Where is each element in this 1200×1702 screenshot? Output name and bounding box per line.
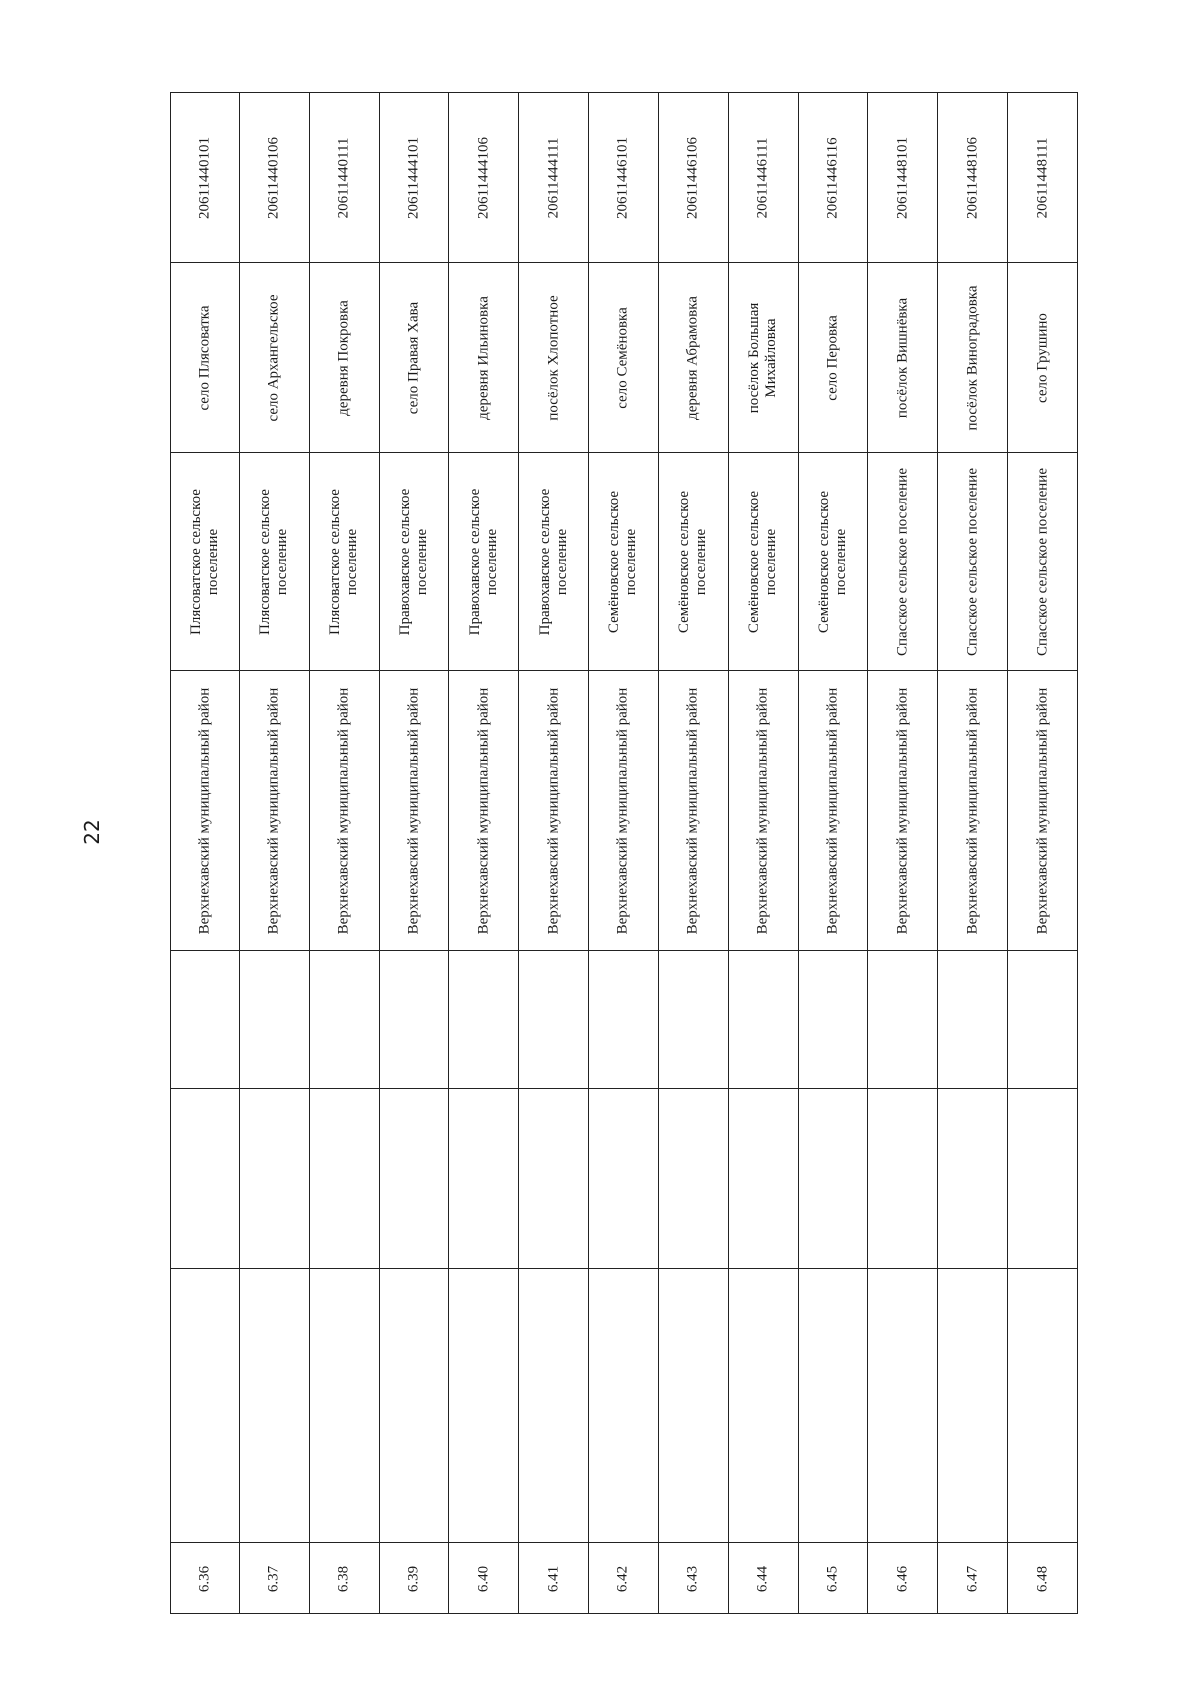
empty-cell <box>729 1089 798 1269</box>
empty-cell <box>589 1089 658 1269</box>
row-number-text: 6.45 <box>824 1565 841 1593</box>
locality-text: посёлок Хлопотное <box>545 294 562 421</box>
okato-code-text: 20611440101 <box>196 136 213 219</box>
district-cell <box>659 671 728 951</box>
locality-cell <box>171 263 239 453</box>
table-row <box>518 93 588 1613</box>
settlement-text: Плясоватское сельское поселение <box>327 488 361 635</box>
settlement-text: Спасское сельское поселение <box>894 467 911 656</box>
district-cell <box>799 671 868 951</box>
row-number-text: 6.38 <box>335 1565 352 1593</box>
row-number-text: 6.48 <box>1034 1565 1051 1593</box>
settlement-cell <box>659 453 728 671</box>
row-number-cell <box>938 1543 1007 1615</box>
row-number-cell <box>519 1543 588 1615</box>
row-number-text: 6.37 <box>265 1565 282 1593</box>
empty-cell <box>659 951 728 1089</box>
district-cell <box>1008 671 1077 951</box>
settlement-cell <box>938 453 1007 671</box>
row-number-cell <box>729 1543 798 1615</box>
empty-cell <box>171 951 239 1089</box>
empty-cell <box>659 1269 728 1543</box>
locality-cell <box>310 263 379 453</box>
settlement-text: Правохавское сельское поселение <box>536 488 570 635</box>
settlement-cell <box>1008 453 1077 671</box>
settlement-cell <box>449 453 518 671</box>
row-number-cell <box>310 1543 379 1615</box>
okato-code-cell <box>240 93 309 263</box>
settlement-text: Правохавское сельское поселение <box>396 488 430 635</box>
empty-cell <box>589 951 658 1089</box>
district-text: Верхнехавский муниципальный район <box>405 687 422 934</box>
locality-cell <box>380 263 449 453</box>
row-number-cell <box>380 1543 449 1615</box>
okato-code-cell <box>729 93 798 263</box>
empty-cell <box>799 951 868 1089</box>
empty-cell <box>799 1269 868 1543</box>
district-cell <box>240 671 309 951</box>
district-text: Верхнехавский муниципальный район <box>265 687 282 934</box>
row-number-text: 6.42 <box>614 1565 631 1593</box>
locality-cell <box>938 263 1007 453</box>
okato-code-cell <box>868 93 937 263</box>
empty-cell <box>1008 1089 1077 1269</box>
table-row <box>379 93 449 1613</box>
okato-code-cell <box>659 93 728 263</box>
district-text: Верхнехавский муниципальный район <box>684 687 701 934</box>
row-number-cell <box>449 1543 518 1615</box>
row-number-text: 6.41 <box>545 1565 562 1593</box>
locality-cell <box>1008 263 1077 453</box>
row-number-text: 6.39 <box>405 1565 422 1593</box>
table-row <box>239 93 309 1613</box>
district-cell <box>729 671 798 951</box>
district-text: Верхнехавский муниципальный район <box>1034 687 1051 934</box>
locality-text: деревня Абрамовка <box>684 295 701 420</box>
row-number-text: 6.46 <box>894 1565 911 1593</box>
empty-cell <box>310 1089 379 1269</box>
okato-code-text: 20611446116 <box>824 136 841 219</box>
empty-cell <box>938 1269 1007 1543</box>
row-number-text: 6.47 <box>964 1565 981 1593</box>
okato-code-cell <box>1008 93 1077 263</box>
settlement-cell <box>729 453 798 671</box>
settlement-cell <box>868 453 937 671</box>
row-number-cell <box>589 1543 658 1615</box>
district-text: Верхнехавский муниципальный район <box>614 687 631 934</box>
okato-code-text: 20611440111 <box>335 137 352 218</box>
district-cell <box>589 671 658 951</box>
empty-cell <box>171 1269 239 1543</box>
empty-cell <box>519 1089 588 1269</box>
okato-code-cell <box>310 93 379 263</box>
locality-text: село Архангельское <box>265 293 282 422</box>
row-number-text: 6.40 <box>475 1565 492 1593</box>
table-row <box>937 93 1007 1613</box>
locality-text: посёлок Большая Михайловка <box>746 302 780 413</box>
okato-code-cell <box>380 93 449 263</box>
table-row <box>798 93 868 1613</box>
okato-code-text: 20611448111 <box>1034 137 1051 218</box>
empty-cell <box>310 951 379 1089</box>
empty-cell <box>519 951 588 1089</box>
row-number-cell <box>171 1543 239 1615</box>
district-text: Верхнехавский муниципальный район <box>545 687 562 934</box>
empty-cell <box>519 1269 588 1543</box>
settlement-text: Плясоватское сельское поселение <box>257 488 291 635</box>
table-row <box>588 93 658 1613</box>
district-cell <box>380 671 449 951</box>
settlement-cell <box>519 453 588 671</box>
empty-cell <box>240 1089 309 1269</box>
locality-text: село Семёновка <box>614 306 631 409</box>
empty-cell <box>868 1269 937 1543</box>
district-cell <box>868 671 937 951</box>
table-row <box>309 93 379 1613</box>
table-row <box>658 93 728 1613</box>
settlement-cell <box>799 453 868 671</box>
okato-code-text: 20611446111 <box>754 137 771 218</box>
settlements-table <box>170 92 1078 1614</box>
empty-cell <box>449 951 518 1089</box>
settlement-text: Семёновское сельское поселение <box>746 490 780 633</box>
empty-cell <box>938 1089 1007 1269</box>
row-number-text: 6.43 <box>684 1565 701 1593</box>
table-row <box>1007 93 1077 1613</box>
empty-cell <box>659 1089 728 1269</box>
locality-cell <box>240 263 309 453</box>
settlement-text: Семёновское сельское поселение <box>676 490 710 633</box>
district-cell <box>310 671 379 951</box>
district-cell <box>938 671 1007 951</box>
row-number-text: 6.36 <box>196 1565 213 1593</box>
table-row <box>867 93 937 1613</box>
locality-cell <box>589 263 658 453</box>
settlement-text: Правохавское сельское поселение <box>466 488 500 635</box>
page-number: 22 <box>80 819 104 845</box>
settlement-text: Плясоватское сельское поселение <box>187 488 221 635</box>
settlement-cell <box>380 453 449 671</box>
locality-text: село Плясоватка <box>196 304 213 411</box>
okato-code-text: 20611446101 <box>614 136 631 219</box>
okato-code-text: 20611444101 <box>405 136 422 219</box>
settlement-text: Спасское сельское поселение <box>1034 467 1051 656</box>
locality-text: село Правая Хава <box>405 301 422 414</box>
empty-cell <box>729 1269 798 1543</box>
settlement-cell <box>240 453 309 671</box>
row-number-cell <box>240 1543 309 1615</box>
district-text: Верхнехавский муниципальный район <box>196 687 213 934</box>
locality-text: посёлок Вишнёвка <box>894 297 911 418</box>
empty-cell <box>938 951 1007 1089</box>
row-number-cell <box>659 1543 728 1615</box>
settlement-text: Семёновское сельское поселение <box>816 490 850 633</box>
empty-cell <box>449 1269 518 1543</box>
table-row <box>171 93 239 1613</box>
district-text: Верхнехавский муниципальный район <box>894 687 911 934</box>
okato-code-text: 20611444106 <box>475 136 492 219</box>
empty-cell <box>1008 951 1077 1089</box>
empty-cell <box>171 1089 239 1269</box>
empty-cell <box>240 1269 309 1543</box>
row-number-text: 6.44 <box>754 1565 771 1593</box>
locality-cell <box>799 263 868 453</box>
empty-cell <box>380 1269 449 1543</box>
locality-cell <box>659 263 728 453</box>
okato-code-text: 20611448106 <box>964 136 981 219</box>
empty-cell <box>868 1089 937 1269</box>
settlement-cell <box>589 453 658 671</box>
row-number-cell <box>868 1543 937 1615</box>
empty-cell <box>380 1089 449 1269</box>
district-text: Верхнехавский муниципальный район <box>754 687 771 934</box>
district-text: Верхнехавский муниципальный район <box>335 687 352 934</box>
table-row <box>728 93 798 1613</box>
okato-code-text: 20611448101 <box>894 136 911 219</box>
locality-cell <box>519 263 588 453</box>
locality-text: посёлок Виноградовка <box>964 284 981 431</box>
locality-text: село Перовка <box>824 314 841 401</box>
row-number-cell <box>799 1543 868 1615</box>
okato-code-text: 20611444111 <box>545 137 562 218</box>
settlement-cell <box>310 453 379 671</box>
okato-code-cell <box>938 93 1007 263</box>
locality-cell <box>449 263 518 453</box>
empty-cell <box>380 951 449 1089</box>
empty-cell <box>1008 1269 1077 1543</box>
district-cell <box>519 671 588 951</box>
district-cell <box>171 671 239 951</box>
empty-cell <box>729 951 798 1089</box>
locality-cell <box>868 263 937 453</box>
locality-cell <box>729 263 798 453</box>
empty-cell <box>449 1089 518 1269</box>
okato-code-cell <box>799 93 868 263</box>
settlement-cell <box>171 453 239 671</box>
empty-cell <box>240 951 309 1089</box>
empty-cell <box>868 951 937 1089</box>
okato-code-cell <box>589 93 658 263</box>
locality-text: село Грушино <box>1034 312 1051 403</box>
okato-code-cell <box>449 93 518 263</box>
table-row <box>448 93 518 1613</box>
okato-code-text: 20611440106 <box>265 136 282 219</box>
district-text: Верхнехавский муниципальный район <box>475 687 492 934</box>
row-number-cell <box>1008 1543 1077 1615</box>
empty-cell <box>310 1269 379 1543</box>
locality-text: деревня Покровка <box>335 299 352 416</box>
settlement-text: Семёновское сельское поселение <box>606 490 640 633</box>
okato-code-cell <box>171 93 239 263</box>
district-text: Верхнехавский муниципальный район <box>964 687 981 934</box>
district-text: Верхнехавский муниципальный район <box>824 687 841 934</box>
empty-cell <box>799 1089 868 1269</box>
locality-text: деревня Ильиновка <box>475 295 492 420</box>
okato-code-cell <box>519 93 588 263</box>
okato-code-text: 20611446106 <box>684 136 701 219</box>
settlement-text: Спасское сельское поселение <box>964 467 981 656</box>
district-cell <box>449 671 518 951</box>
empty-cell <box>589 1269 658 1543</box>
